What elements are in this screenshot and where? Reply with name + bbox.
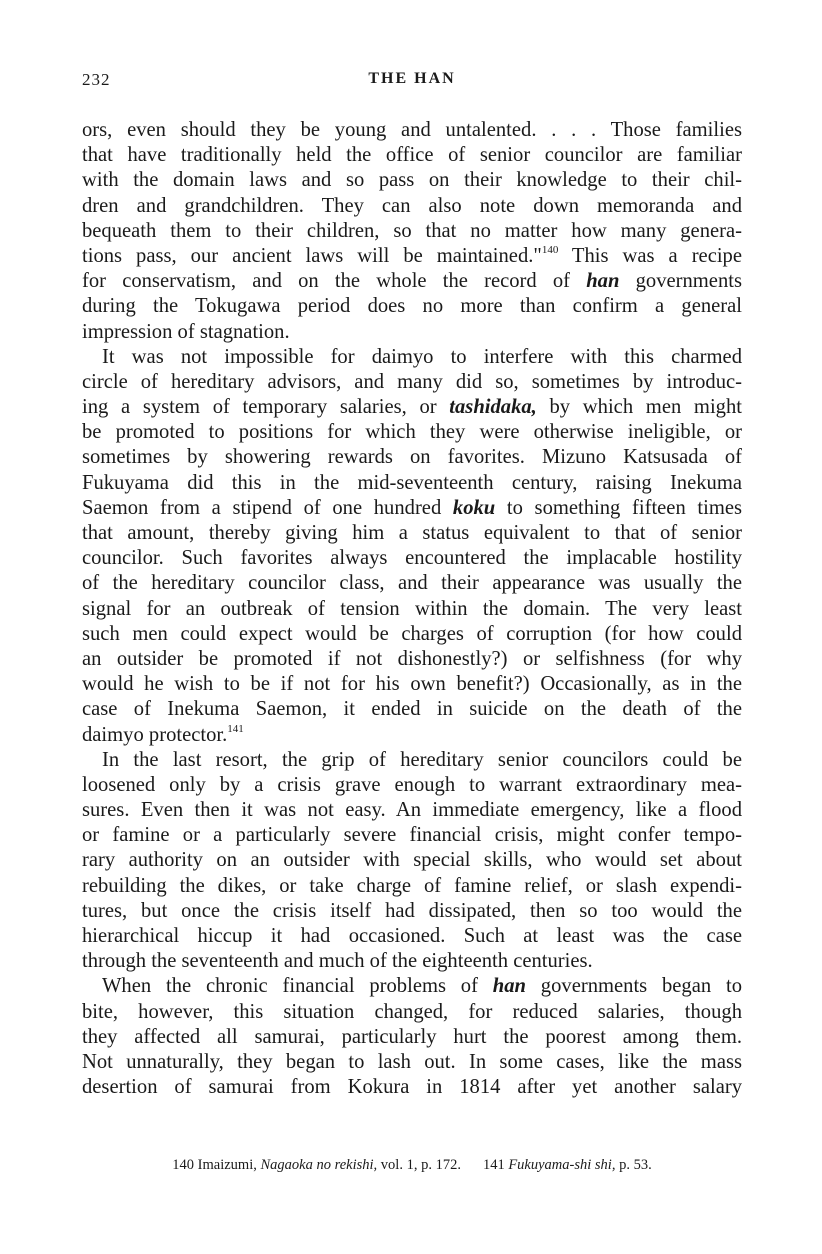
- emphasized-term: tashidaka,: [449, 396, 537, 419]
- text-line: [82, 219, 742, 244]
- text-run: be promoted to positions for which they were otherwise ineligible, or: [82, 421, 742, 444]
- text-run: 140 Imaizumi,: [172, 1157, 261, 1173]
- text-line: [82, 874, 742, 899]
- italic-title: Nagaoka no rekishi,: [260, 1157, 378, 1173]
- text-line: [82, 597, 742, 622]
- footnote: [172, 1157, 461, 1174]
- text-line: [82, 622, 742, 647]
- text-line: [82, 521, 742, 546]
- text-run: sures. Even then it was not easy. An immediate emergency, like a flood: [82, 799, 742, 822]
- text-run: desertion of samurai from Kokura in 1814 after yet another salary: [82, 1076, 742, 1099]
- text-run: tures, but once the crisis itself had dissipated, then so too would the: [82, 899, 742, 922]
- text-run: case of Inekuma Saemon, it ended in suicide on the death of the: [82, 698, 742, 721]
- text-line: [82, 168, 742, 193]
- text-run: bequeath them to their children, so that no matter how many genera-: [82, 219, 742, 242]
- text-run: such men could expect would be charges of corruption (for how could: [82, 622, 742, 645]
- text-run: tions pass, our ancient laws will be maintained.": [82, 244, 542, 267]
- text-line: [82, 143, 742, 168]
- text-line: [82, 294, 742, 319]
- text-run: councilor. Such favorites always encountered the implacable hostility: [82, 547, 742, 570]
- page-number: 232: [82, 70, 111, 89]
- text-run: dren and grandchildren. They can also note down memoranda and: [82, 194, 742, 217]
- text-run: This was a recipe: [558, 244, 742, 267]
- text-run: When the chronic financial problems of: [102, 975, 493, 998]
- text-run: Not unnaturally, they began to lash out. In some cases, like the mass: [82, 1050, 742, 1073]
- text-line: [82, 798, 742, 823]
- text-line: [82, 672, 742, 697]
- text-line: [82, 395, 742, 420]
- text-line: [82, 924, 742, 949]
- running-head-title-text: THE HAN: [368, 70, 456, 87]
- text-run: It was not impossible for daimyo to interfere with this charmed: [102, 345, 742, 368]
- text-run: they affected all samurai, particularly hurt the poorest among them.: [82, 1025, 742, 1048]
- text-run: ors, even should they be young and untalented. . . . Those families: [82, 119, 742, 141]
- text-line: [82, 320, 742, 345]
- text-line: [82, 899, 742, 924]
- text-run: an outsider be promoted if not dishonestly?) or selfishness (for why: [82, 647, 742, 670]
- text-line: [82, 848, 742, 873]
- text-run: 141: [482, 1157, 509, 1173]
- footnote-reference: 141: [227, 722, 244, 735]
- text-line: [82, 1025, 742, 1050]
- text-line: [82, 244, 742, 269]
- text-run: rary authority on an outsider with special skills, who would set about: [82, 849, 742, 872]
- text-run: daimyo protector.: [82, 723, 228, 746]
- text-run: hierarchical hiccup it had occasioned. Such at least was the case: [82, 925, 742, 947]
- emphasized-term: han: [586, 270, 620, 293]
- text-run: of the hereditary councilor class, and their appearance was usually the: [82, 572, 742, 595]
- text-line: [82, 1000, 742, 1025]
- text-run: governments began to: [526, 975, 742, 998]
- text-line: [82, 974, 742, 999]
- text-line: [82, 748, 742, 773]
- text-line: [82, 194, 742, 219]
- text-run: governments: [619, 270, 742, 293]
- text-line: [82, 723, 742, 748]
- text-run: rebuilding the dikes, or take charge of famine relief, or slash expendi-: [82, 874, 742, 897]
- text-run: loosened only by a crisis grave enough to warrant extraordinary mea-: [82, 773, 742, 796]
- text-run: would he wish to be if not for his own benefit?) Occasionally, as in the: [82, 673, 742, 696]
- footnotes: [82, 1157, 742, 1174]
- text-run: to something fifteen times: [495, 496, 742, 519]
- text-line: [82, 471, 742, 496]
- emphasized-term: han: [492, 975, 526, 998]
- text-line: [82, 445, 742, 470]
- text-line: [82, 647, 742, 672]
- text-run: circle of hereditary advisors, and many did so, sometimes by introduc-: [82, 370, 742, 393]
- text-line: [82, 269, 742, 294]
- text-line: [82, 571, 742, 596]
- text-run: Saemon from a stipend of one hundred: [82, 496, 453, 519]
- text-run: for conservatism, and on the whole the record of: [82, 270, 587, 293]
- text-line: [82, 697, 742, 722]
- text-run: with the domain laws and so pass on their knowledge to their chil-: [82, 169, 742, 192]
- text-run: that have traditionally held the office of senior councilor are familiar: [82, 144, 742, 167]
- text-run: vol. 1, p. 172.: [377, 1157, 461, 1173]
- text-line: [82, 496, 742, 521]
- text-line: [82, 1050, 742, 1075]
- text-run: ing a system of temporary salaries, or: [82, 396, 450, 419]
- text-line: [82, 949, 742, 974]
- text-run: signal for an outbreak of tension within the domain. The very least: [82, 597, 742, 620]
- text-line: [82, 546, 742, 571]
- text-run: Fukuyama did this in the mid-seventeenth century, raising Inekuma: [82, 471, 742, 494]
- italic-title: Fukuyama-shi shi,: [508, 1157, 616, 1173]
- footnote-reference: 140: [541, 243, 559, 256]
- text-run: impression of stagnation.: [82, 320, 290, 343]
- text-run: by which men might: [536, 396, 742, 419]
- running-head-title: [82, 70, 742, 88]
- text-run: or famine or a particularly severe financial crisis, might confer tempo-: [82, 824, 742, 847]
- text-run: bite, however, this situation changed, for reduced salaries, though: [82, 1000, 742, 1023]
- text-line: [82, 1075, 742, 1100]
- text-run: p. 53.: [615, 1157, 652, 1173]
- text-run: that amount, thereby giving him a status equivalent to that of senior: [82, 522, 742, 544]
- text-run: sometimes by showering rewards on favorites. Mizuno Katsusada of: [82, 446, 742, 469]
- text-line: [82, 773, 742, 798]
- text-run: through the seventeenth and much of the eighteenth centuries.: [82, 950, 593, 973]
- body-text: [82, 118, 742, 1100]
- text-line: [82, 823, 742, 848]
- text-line: [82, 420, 742, 445]
- footnote: [483, 1157, 652, 1174]
- text-run: In the last resort, the grip of hereditary senior councilors could be: [102, 748, 742, 771]
- text-line: [82, 345, 742, 370]
- running-head: [82, 70, 742, 96]
- emphasized-term: koku: [452, 496, 496, 519]
- text-line: [82, 118, 742, 143]
- text-run: during the Tokugawa period does no more than confirm a general: [82, 295, 742, 318]
- text-line: [82, 370, 742, 395]
